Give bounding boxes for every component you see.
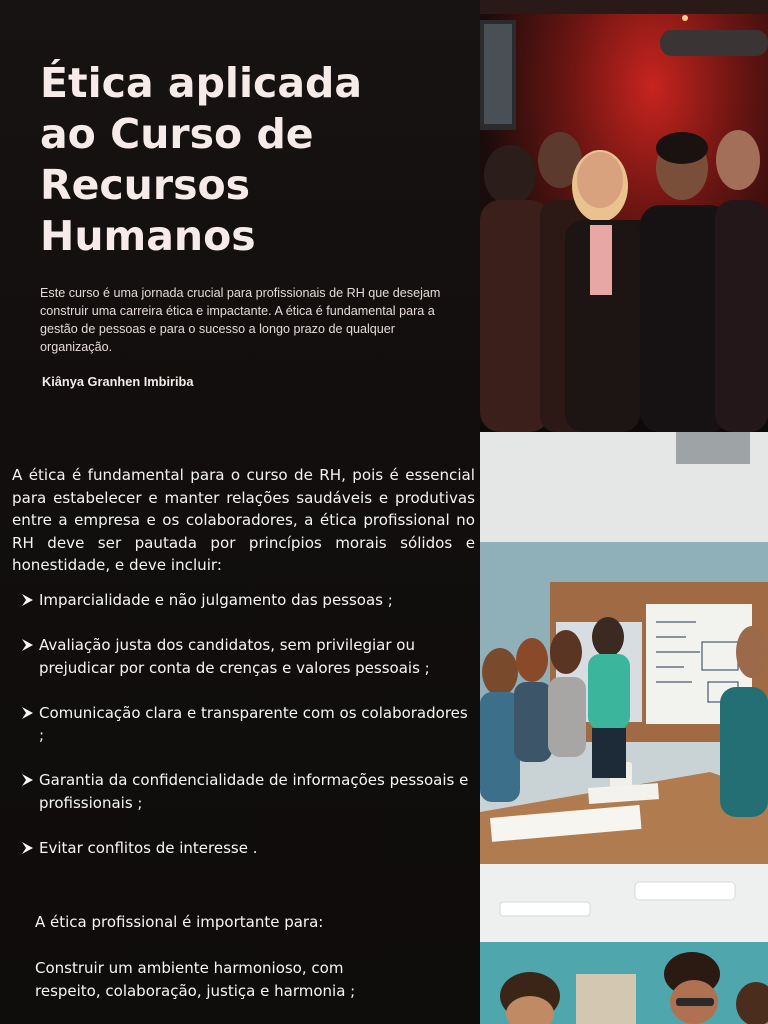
bullet-item	[20, 589, 470, 612]
ethics-bullet-list	[20, 589, 470, 882]
photo-students-classroom	[480, 864, 768, 1024]
author-name: Kiânya Granhen Imbiriba	[42, 374, 194, 389]
bullet-text: Evitar conflitos de interesse .	[39, 838, 258, 857]
arrowhead-bullet-icon	[20, 634, 36, 656]
bullet-item	[20, 837, 470, 860]
arrowhead-bullet-icon	[20, 837, 36, 859]
bullet-text: Imparcialidade e não julgamento das pessoas ;	[39, 591, 393, 609]
arrowhead-bullet-icon	[20, 589, 36, 611]
bullet-item	[20, 702, 470, 747]
title-line-3: Recursos	[40, 161, 251, 209]
intro-text: Este curso é uma jornada crucial para profissionais de RH que desejam construir uma carreira ética e impactante. A ética é fundamental para a gestão de pessoas e para o sucesso a longo prazo de qualquer organização.	[40, 286, 441, 354]
title-line-4: Humanos	[40, 212, 256, 260]
page-title	[40, 58, 460, 262]
arrowhead-bullet-icon	[20, 702, 36, 724]
bullet-text: Avaliação justa dos candidatos, sem privilegiar ou prejudicar por conta de crenças e valores pessoais ;	[39, 635, 430, 677]
title-line-1: Ética aplicada	[40, 59, 363, 107]
main-paragraph: A ética é fundamental para o curso de RH, pois é essencial para estabelecer e manter relações saudáveis e produtivas entre a empresa e os colaboradores, a ética profissional no RH deve ser pautada por princípios morais sólidos e honestidade, e deve incluir:	[12, 466, 475, 575]
benefit-text: Construir um ambiente harmonioso, com respeito, colaboração, justiça e harmonia ;	[35, 959, 356, 1000]
bullet-item	[20, 769, 470, 814]
importance-heading: A ética profissional é importante para:	[35, 913, 324, 931]
photo-group-professionals	[480, 0, 768, 432]
bullet-item	[20, 634, 470, 679]
photo-team-meeting-whiteboard	[480, 432, 768, 864]
bullet-text: Comunicação clara e transparente com os colaboradores ;	[39, 703, 468, 745]
title-line-2: ao Curso de	[40, 110, 314, 158]
bullet-text: Garantia da confidencialidade de informações pessoais e profissionais ;	[39, 771, 469, 812]
arrowhead-bullet-icon	[20, 769, 36, 791]
